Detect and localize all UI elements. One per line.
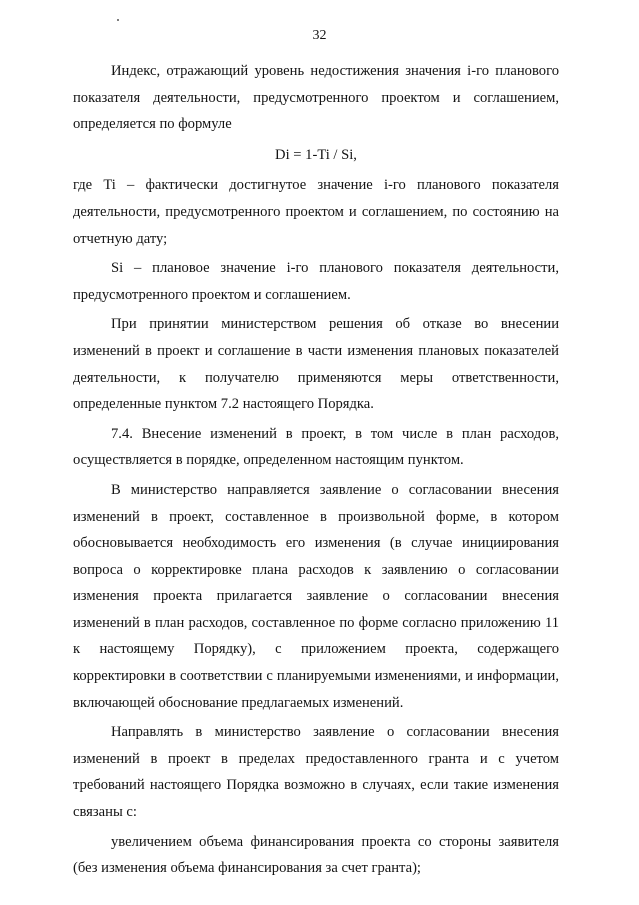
paragraph-si-definition: Si – плановое значение i-го планового показателя деятельности, предусмотренного проектом и соглашением. <box>73 260 559 303</box>
paragraph-7-4: 7.4. Внесение изменений в проект, в том числе в план расходов, осуществляется в порядке, определенном настоящим пунктом. <box>73 425 559 469</box>
formula: Di = 1-Ti / Si, <box>275 146 357 163</box>
scan-speck <box>117 19 119 21</box>
paragraph-ti-definition: где Ti – фактически достигнутое значение i-го планового показателя деятельности, предусмотренного проектом и соглашением, по состоянию на отчетную дату; <box>73 177 559 247</box>
document-body <box>73 58 559 882</box>
paragraph-application-submission: В министерство направляется заявление о согласовании внесения изменений в проект, составленное в произвольной форме, в котором обосновывается необходимость его изменения (в случае инициирования вопроса о корректировке плана расходов к заявлению о согласовании изменения проекта прилагается заявление о согласовании внесения изменений в план расходов, составленное по форме согласно приложению 11 к настоящему Порядку), с приложением проекта, содержащего корректировки в соответствии с планируемыми изменениями, и информации, включающей обоснование предлагаемых изменений. <box>73 481 559 711</box>
paragraph-refusal-liability: При принятии министерством решения об отказе во внесении изменений в проект и соглашение в части изменения плановых показателей деятельности, к получателю применяются меры ответственности, определенные пунктом 7.2 настоящего Порядка. <box>73 316 559 413</box>
paragraph-allowed-cases: Направлять в министерство заявление о согласовании внесения изменений в проект в пределах предоставленного гранта и с учетом требований настоящего Порядка возможно в случаях, если такие изменения связаны с: <box>73 724 559 821</box>
list-item-funding-increase: увеличением объема финансирования проекта со стороны заявителя (без изменения объема финансирования за счет гранта); <box>73 833 559 877</box>
page-number: 32 <box>312 28 327 43</box>
paragraph-index-definition: Индекс, отражающий уровень недостижения значения i-го планового показателя деятельности, предусмотренного проектом и соглашением, определяется по формуле <box>73 63 559 133</box>
